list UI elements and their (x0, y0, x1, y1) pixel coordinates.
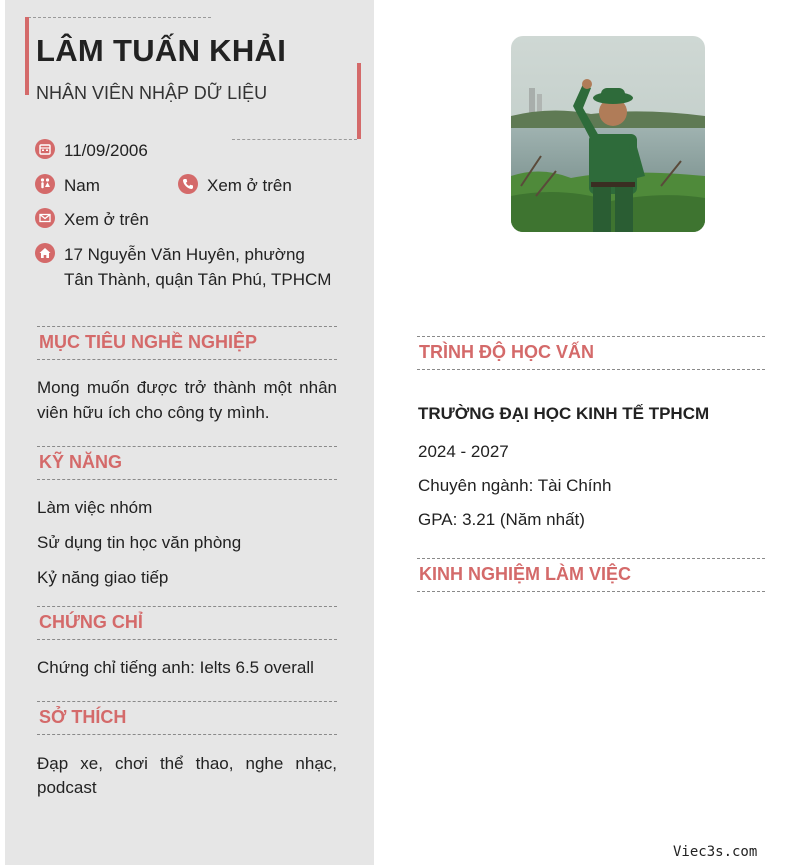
accent-bar-left (25, 17, 29, 95)
education-heading-text: TRÌNH ĐỘ HỌC VẤN (419, 342, 594, 362)
phone-value: Xem ở trên (207, 176, 292, 195)
email-row (35, 207, 149, 232)
envelope-icon (35, 208, 55, 228)
hobbies-line-1: Đạp xe, chơi thể thao, nghe nhạc, (37, 754, 337, 773)
gender-icon (35, 174, 55, 194)
education-gpa: GPA: 3.21 (Năm nhất) (418, 510, 585, 529)
phone-icon (178, 174, 198, 194)
education-heading (417, 336, 765, 370)
phone-row (178, 173, 292, 198)
sidebar (5, 0, 374, 865)
education-major: Chuyên ngành: Tài Chính (418, 476, 612, 495)
objective-heading (37, 326, 337, 360)
hobbies-heading-text: SỞ THÍCH (39, 707, 127, 727)
birthday-value: 11/09/2006 (64, 141, 148, 160)
accent-bar-right (357, 63, 361, 139)
address-line-2: Tân Thành, quận Tân Phú, TPHCM (64, 270, 332, 289)
footer-brand: Viec3s.com (673, 844, 758, 860)
address-value (64, 242, 331, 292)
email-value: Xem ở trên (64, 210, 149, 229)
objective-heading-text: MỤC TIÊU NGHỀ NGHIỆP (39, 332, 258, 352)
birthday-row (35, 138, 148, 163)
job-title: NHÂN VIÊN NHẬP DỮ LIỆU (36, 83, 268, 103)
calendar-icon (35, 139, 55, 159)
objective-line-1: Mong muốn được trở thành một nhân (37, 378, 337, 397)
home-icon (35, 243, 55, 263)
skill-item: Làm việc nhóm (37, 498, 153, 517)
certificates-heading (37, 606, 337, 640)
hobbies-line-2: podcast (37, 778, 97, 797)
school-name: TRƯỜNG ĐẠI HỌC KINH TẾ TPHCM (418, 404, 710, 423)
objective-line-2: viên hữu ích cho công ty mình. (37, 403, 270, 422)
skill-item: Kỷ năng giao tiếp (37, 568, 169, 587)
hobbies-heading (37, 701, 337, 735)
skills-heading (37, 446, 337, 480)
education-years: 2024 - 2027 (418, 442, 509, 461)
address-line-1: 17 Nguyễn Văn Huyên, phường (64, 245, 305, 264)
certificate-item: Chứng chỉ tiếng anh: Ielts 6.5 overall (37, 658, 314, 677)
gender-value: Nam (64, 176, 100, 195)
address-row (35, 242, 331, 292)
experience-heading (417, 558, 765, 592)
skill-item: Sử dụng tin học văn phòng (37, 533, 242, 552)
gender-row (35, 173, 100, 198)
header-divider (28, 17, 211, 18)
experience-heading-text: KINH NGHIỆM LÀM VIỆC (419, 564, 632, 584)
header-divider-bottom (232, 139, 357, 140)
certificates-heading-text: CHỨNG CHỈ (39, 612, 143, 632)
skills-heading-text: KỸ NĂNG (39, 452, 123, 472)
profile-photo (511, 36, 705, 232)
candidate-name: LÂM TUẤN KHẢI (36, 33, 287, 68)
